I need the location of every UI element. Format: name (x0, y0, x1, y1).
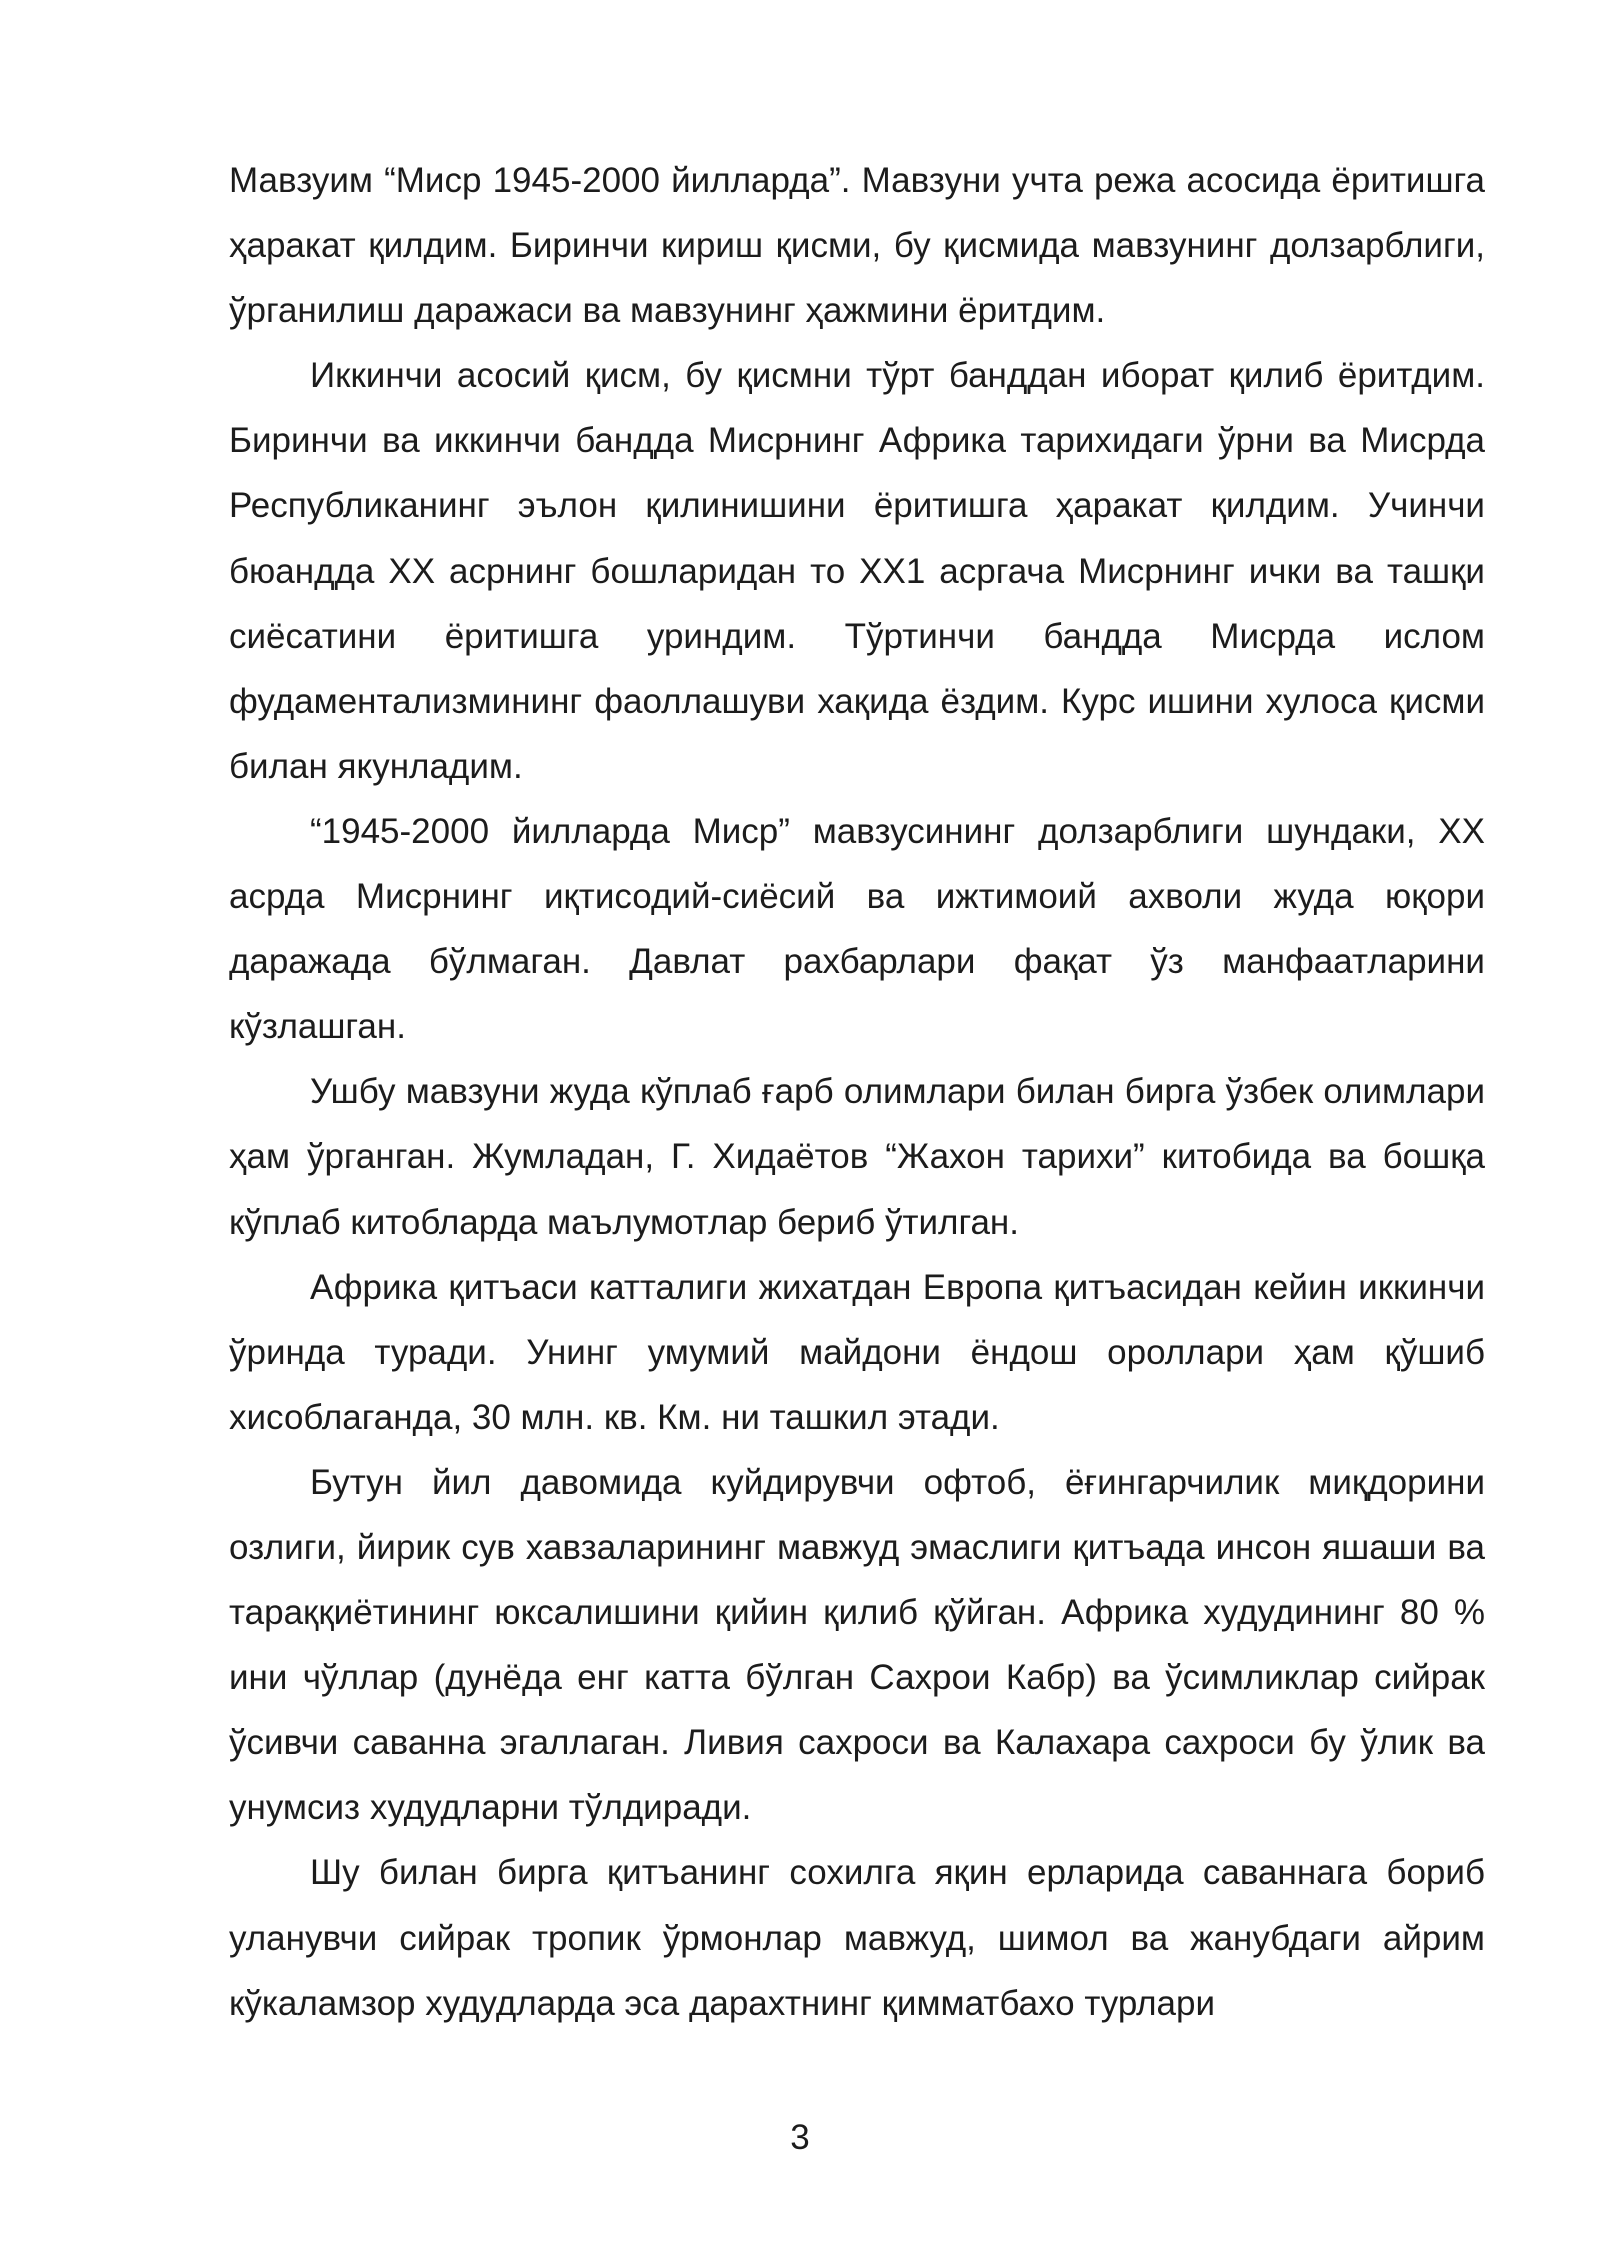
page-number: 3 (790, 2118, 810, 2157)
paragraph: Бутун йил давомида куйдирувчи офтоб, ёғингарчилик миқдорини озлиги, йирик сув хавзаларининг мавжуд эмаслиги қитъада инсон яшаши ва тараққиётининг юксалишини қийин қилиб қўйган. Африка худудининг 80 % ини чўллар (дунёда енг катта бўлган Сахрои Кабр) ва ўсимликлар сийрак ўсивчи саванна эгаллаган. Ливия сахроси ва Калахара сахроси бу ўлик ва унумсиз худудларни тўлдиради. (229, 1462, 1485, 1828)
paragraph: Шу билан бирга қитъанинг сохилга яқин ерларида саваннага бориб уланувчи сийрак тропик ўрмонлар мавжуд, шимол ва жанубдаги айрим кўкаламзор худудларда эса дарахтнинг қимматбахо турлари (229, 1853, 1485, 2023)
paragraph: Африка қитъаси катталиги жихатдан Европа қитъасидан кейин иккинчи ўринда туради. Унинг умумий майдони ёндош ороллари ҳам қўшиб хисоблаганда, 30 млн. кв. Км. ни ташкил этади. (229, 1267, 1485, 1437)
paragraph: “1945-2000 йилларда Миср” мавзусининг долзарблиги шундаки, ХХ асрда Мисрнинг иқтисодий-сиёсий ва ижтимоий ахволи жуда юқори даражада бўлмаган. Давлат рахбарлари фақат ўз манфаатларини кўзлашган. (229, 811, 1485, 1047)
paragraph: Ушбу мавзуни жуда кўплаб ғарб олимлари билан бирга ўзбек олимлари ҳам ўрганган. Жумладан, Г. Хидаётов “Жахон тарихи” китобида ва бошқа кўплаб китобларда маълумотлар бериб ўтилган. (229, 1072, 1485, 1242)
body-text (229, 148, 1485, 2036)
paragraph: Мавзуим “Миср 1945-2000 йилларда”. Мавзуни учта режа асосида ёритишга ҳаракат қилдим. Биринчи кириш қисми, бу қисмида мавзунинг долзарблиги, ўрганилиш даражаси ва мавзунинг ҳажмини ёритдим. (229, 161, 1485, 331)
paragraph: Иккинчи асосий қисм, бу қисмни тўрт банддан иборат қилиб ёритдим. Биринчи ва иккинчи бандда Мисрнинг Африка тарихидаги ўрни ва Мисрда Республиканинг эълон қилинишини ёритишга ҳаракат қилдим. Учинчи бюандда ХХ асрнинг бошларидан то ХХ1 асргача Мисрнинг ички ва ташқи сиёсатини ёритишга уриндим. Тўртинчи бандда Мисрда ислом фудаментализмининг фаоллашуви хақида ёздим. Курс ишини хулоса қисми билан якунладим. (229, 356, 1485, 786)
